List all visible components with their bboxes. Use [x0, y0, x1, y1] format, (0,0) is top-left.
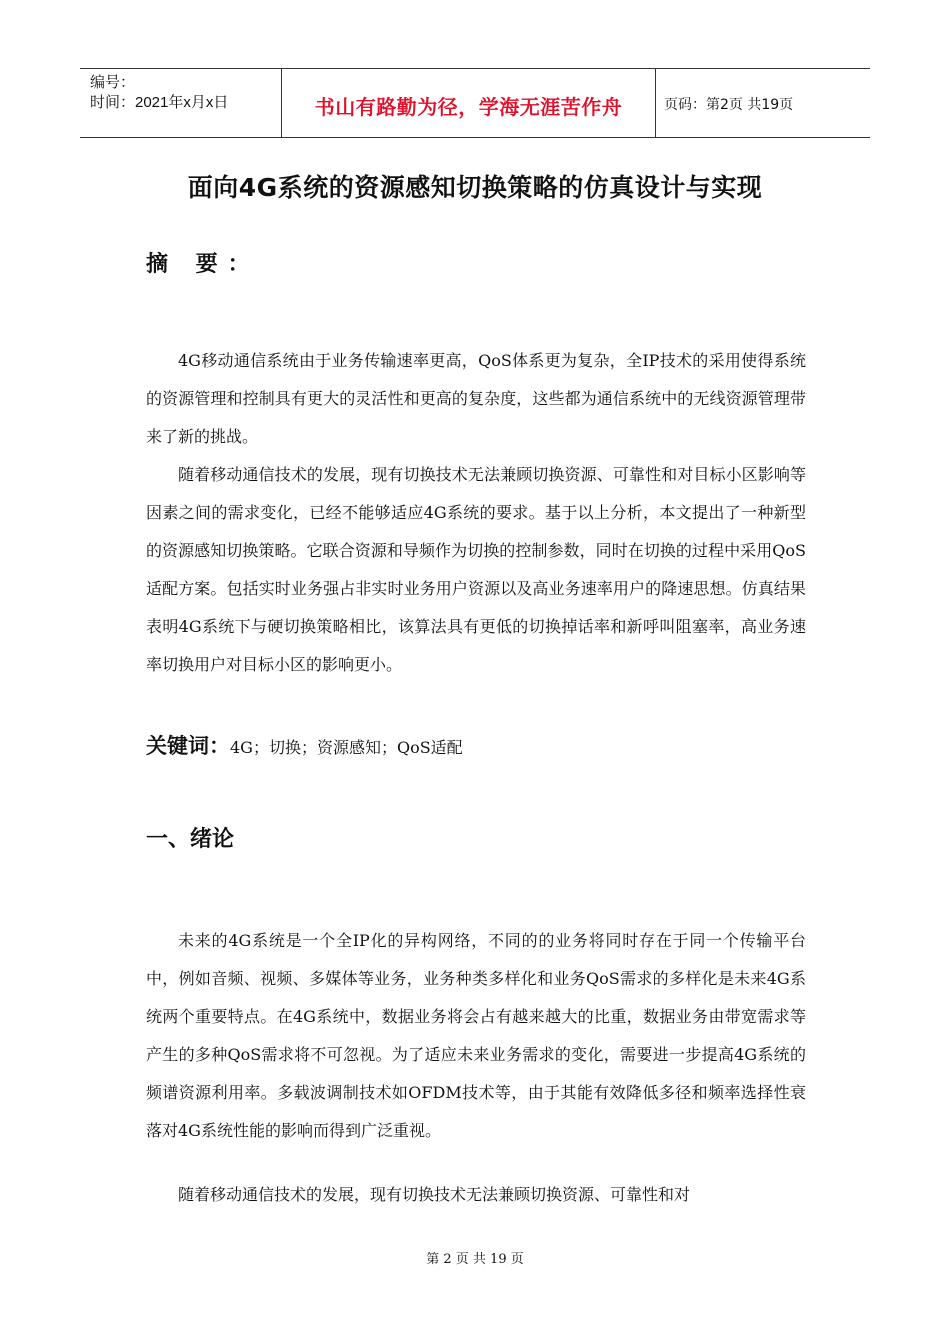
time-label: 时间：2021年x月x日	[90, 94, 229, 111]
body-paragraph: 未来的4G系统是一个全IP化的异构网络，不同的的业务将同时存在于同一个传输平台中，例如音频、视频、多媒体等业务，业务种类多样化和业务QoS需求的多样化是未来4G系统两个重要特点。在4G系统中，数据业务将会占有越来越大的比重，数据业务由带宽需求等产生的多种QoS需求将不可忽视。为了适应未来业务需求的变化，需要进一步提高4G系统的频谱资源利用率。多载波调制技术如OFDM技术等，由于其能有效降低多径和频率选择性衰落对4G系统性能的影响而得到广泛重视。	[146, 931, 806, 1140]
header-motto: 书山有路勤为径，学海无涯苦作舟	[314, 95, 623, 119]
abstract-heading: 摘 要：	[146, 252, 260, 277]
page-footer: 第 2 页 共 19 页	[426, 1252, 524, 1267]
header-page-info: 页码：第2页 共19页	[664, 97, 794, 113]
document-title: 面向4G系统的资源感知切换策略的仿真设计与实现	[187, 173, 763, 202]
abstract-paragraph: 随着移动通信技术的发展，现有切换技术无法兼顾切换资源、可靠性和对目标小区影响等因素之间的需求变化，已经不能够适应4G系统的要求。基于以上分析，本文提出了一种新型的资源感知切换策略。它联合资源和导频作为切换的控制参数，同时在切换的过程中采用QoS适配方案。包括实时业务强占非实时业务用户资源以及高业务速率用户的降速思想。仿真结果表明4G系统下与硬切换策略相比，该算法具有更低的切换掉话率和新呼叫阻塞率，高业务速率切换用户对目标小区的影响更小。	[146, 465, 806, 674]
keywords-label: 关键词：	[146, 734, 230, 758]
header-meta-cell	[80, 69, 280, 137]
keywords	[146, 730, 463, 760]
header-motto-cell	[281, 69, 656, 137]
body-paragraph: 随着移动通信技术的发展，现有切换技术无法兼顾切换资源、可靠性和对	[178, 1185, 691, 1204]
section-heading-introduction: 一、绪论	[146, 827, 235, 852]
header-page-cell	[656, 69, 870, 137]
number-label: 编号：	[90, 74, 136, 91]
document-header	[80, 68, 870, 138]
abstract-paragraph: 4G移动通信系统由于业务传输速率更高，QoS体系更为复杂，全IP技术的采用使得系统的资源管理和控制具有更大的灵活性和更高的复杂度，这些都为通信系统中的无线资源管理带来了新的挑战。	[146, 351, 806, 446]
keywords-value: 4G；切换；资源感知；QoS适配	[230, 738, 463, 757]
